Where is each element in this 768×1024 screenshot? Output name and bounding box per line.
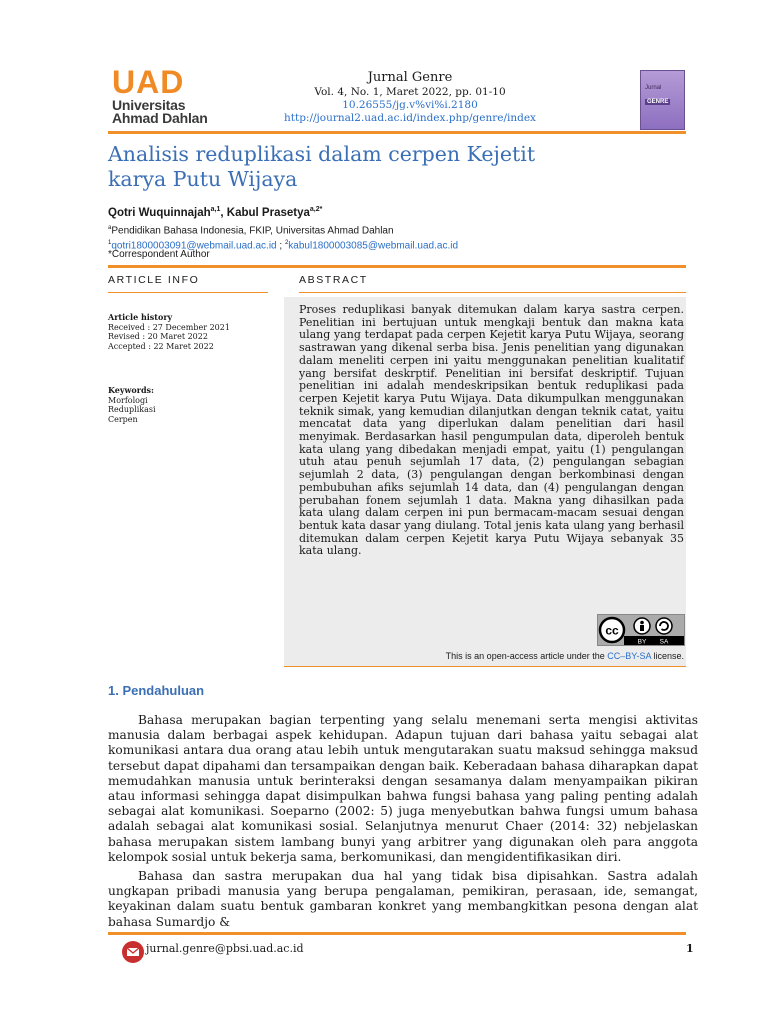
cc-by-sa-link[interactable]: CC–BY-SA (607, 651, 651, 661)
abstract-divider (299, 292, 686, 293)
author-1-sup: a,1 (210, 206, 221, 213)
affiliation (108, 222, 458, 237)
affiliation-text: Pendidikan Bahasa Indonesia, FKIP, Universitas Ahmad Dahlan (111, 225, 394, 237)
email-separator: ; (276, 240, 285, 252)
university-name-line1: Universitas (112, 97, 186, 113)
cover-title: Jurnal (645, 85, 662, 91)
page-number: 1 (686, 942, 694, 955)
article-title-line2: karya Putu Wijaya (108, 167, 298, 191)
journal-name: Jurnal Genre (367, 70, 453, 85)
journal-email-link[interactable]: jurnal.genre@pbsi.uad.ac.id (146, 942, 304, 955)
doi-link[interactable]: 10.26555/jg.v%vi%i.2180 (342, 99, 478, 111)
received-date: Received : 27 December 2021 (108, 322, 230, 332)
author-separator: , (220, 206, 227, 219)
paragraph: Bahasa dan sastra merupakan dua hal yang tidak bisa dipisahkan. Sastra adalah ungkapan pribadi manusia yang berupa pengalaman, pemikiran, perasaan, ide, semangat, keyakinan dalam suatu bentuk gambaran konkret yang membangkitkan pesona dengan alat bahasa Sumardjo & (108, 869, 698, 929)
title-divider (108, 265, 686, 268)
header-divider (108, 131, 686, 134)
keywords-label: Keywords: (108, 385, 155, 395)
footer-divider (108, 932, 686, 935)
email-1-link[interactable]: qotri1800003091@webmail.uad.ac.id (111, 240, 277, 252)
keyword-item: Morfologi (108, 395, 148, 405)
abstract-bottom-divider (284, 666, 686, 667)
accepted-date: Accepted : 22 Maret 2022 (108, 341, 214, 351)
correspondent-note: *Correspondent Author (108, 249, 210, 260)
author-2: Kabul Prasetya (226, 206, 310, 219)
journal-url-link[interactable]: http://journal2.uad.ac.id/index.php/genre/index (284, 112, 536, 124)
author-list (108, 206, 322, 219)
by-label: BY (637, 638, 647, 645)
email-1-sup: 1 (108, 240, 112, 247)
article-title (108, 142, 608, 192)
cc-glyph: cc (605, 623, 619, 638)
article-history (108, 313, 230, 351)
cc-by-sa-badge[interactable] (597, 614, 685, 646)
author-2-sup: a,2* (309, 206, 323, 213)
envelope-icon (122, 941, 144, 963)
cc-badge-graphic (598, 615, 684, 645)
keyword-item: Reduplikasi (108, 405, 156, 414)
cover-subtitle: GENRE (647, 99, 669, 105)
author-1: Qotri Wuquinnajah (108, 206, 211, 219)
affiliation-sup: a (108, 225, 112, 231)
email-2-link[interactable]: kabul1800003085@webmail.uad.ac.id (288, 240, 459, 252)
license-pre: This is an open-access article under the (445, 651, 608, 661)
sa-label: SA (659, 638, 669, 645)
email-2-sup: 2 (284, 240, 289, 247)
journal-volume: Vol. 4, No. 1, Maret 2022, pp. 01-10 (314, 86, 506, 98)
uad-logo: UAD (112, 64, 185, 100)
section-heading-introduction: 1. Pendahuluan (108, 683, 205, 698)
paragraph: Bahasa merupakan bagian terpenting yang selalu menemani serta mengisi aktivitas manusia dalam berbagai aspek kehidupan. Adapun tujuan dari bahasa yaitu sebagai alat komunikasi antara dua orang atau lebih untuk mengutarakan suatu maksud sehingga maksud tersebut dapat dipahami dan tersampaikan dengan baik. Keberadaan bahasa diharapkan dapat memudahkan manusia untuk berinteraksi dengan sesamanya dalam menyampaikan pikiran atau informasi sehingga dapat disimpulkan bahwa fungsi bahasa yang paling penting adalah sebagai alat komunikasi. Soeparno (2002: 5) juga menyebutkan bahwa fungsi umum bahasa adalah sebagai alat komunikasi sosial. Selanjutnya menurut Chaer (2014: 32) nebjelaskan bahasa merupakan sistem lambang bunyi yang arbitrer yang digunakan oleh para anggota kelompok sosial untuk bekerja sama, berkomunikasi, dan mengidentifikasikan diri. (108, 713, 698, 864)
info-divider (108, 292, 268, 293)
revised-date: Revised : 20 Maret 2022 (108, 332, 208, 341)
university-name-line2: Ahmad Dahlan (112, 110, 208, 126)
license-statement (380, 651, 684, 661)
sa-icon (656, 618, 672, 634)
article-info-heading: ARTICLE INFO (108, 274, 200, 286)
abstract-heading: ABSTRACT (299, 274, 368, 286)
keyword-item: Cerpen (108, 414, 138, 424)
license-post: license. (650, 651, 684, 661)
introduction-body (108, 713, 698, 930)
university-name (112, 99, 208, 125)
article-title-line1: Analisis reduplikasi dalam cerpen Kejetit (108, 142, 536, 166)
journal-cover-image (640, 70, 685, 130)
abstract-text: Proses reduplikasi banyak ditemukan dalam karya sastra cerpen. Penelitian ini bertujuan untuk mengkaji bentuk dan makna kata ulang yang terdapat pada cerpen Kejetit karya Putu Wijaya, seorang sastrawan yang dikenal serba bisa. Jenis penelitian yang digunakan dalam meneliti cerpen ini yaitu menggunakan penelitian kualitatif yang bersifat deskrptif. Penelitian ini bersifat deskriptif. Tujuan penelitian ini adalah mendeskripsikan bentuk reduplikasi pada cerpen Kejetit karya Putu Wijaya. Data dikumpulkan menggunakan teknik simak, yang kemudian dilanjutkan dengan teknik catat, yaitu mencatat data yang diperlukan dalam penelitian dari hasil menyimak. Berdasarkan hasil pengumpulan data, diperoleh bentuk kata ulang yang dibedakan menjadi empat, yaitu (1) pengulangan utuh atau penuh sejumlah 17 data, (2) pengulangan sebagian sejumlah 2 data, (3) pengulangan dengan berkombinasi dengan pembubuhan afiks sejumlah 14 data, dan (4) pengulangan dengan perubahan fonem sejumlah 1 data. Makna yang dihasilkan pada kata ulang dalam cerpen ini pun bermacam-macam sesuai dengan bentuk kata dasar yang diulang. Total jenis kata ulang yang berhasil ditemukan dalam cerpen Kejetit karya Putu Wijaya sebanyak 35 kata ulang. (299, 303, 684, 558)
keywords-block (108, 386, 156, 424)
history-label: Article history (108, 312, 173, 322)
